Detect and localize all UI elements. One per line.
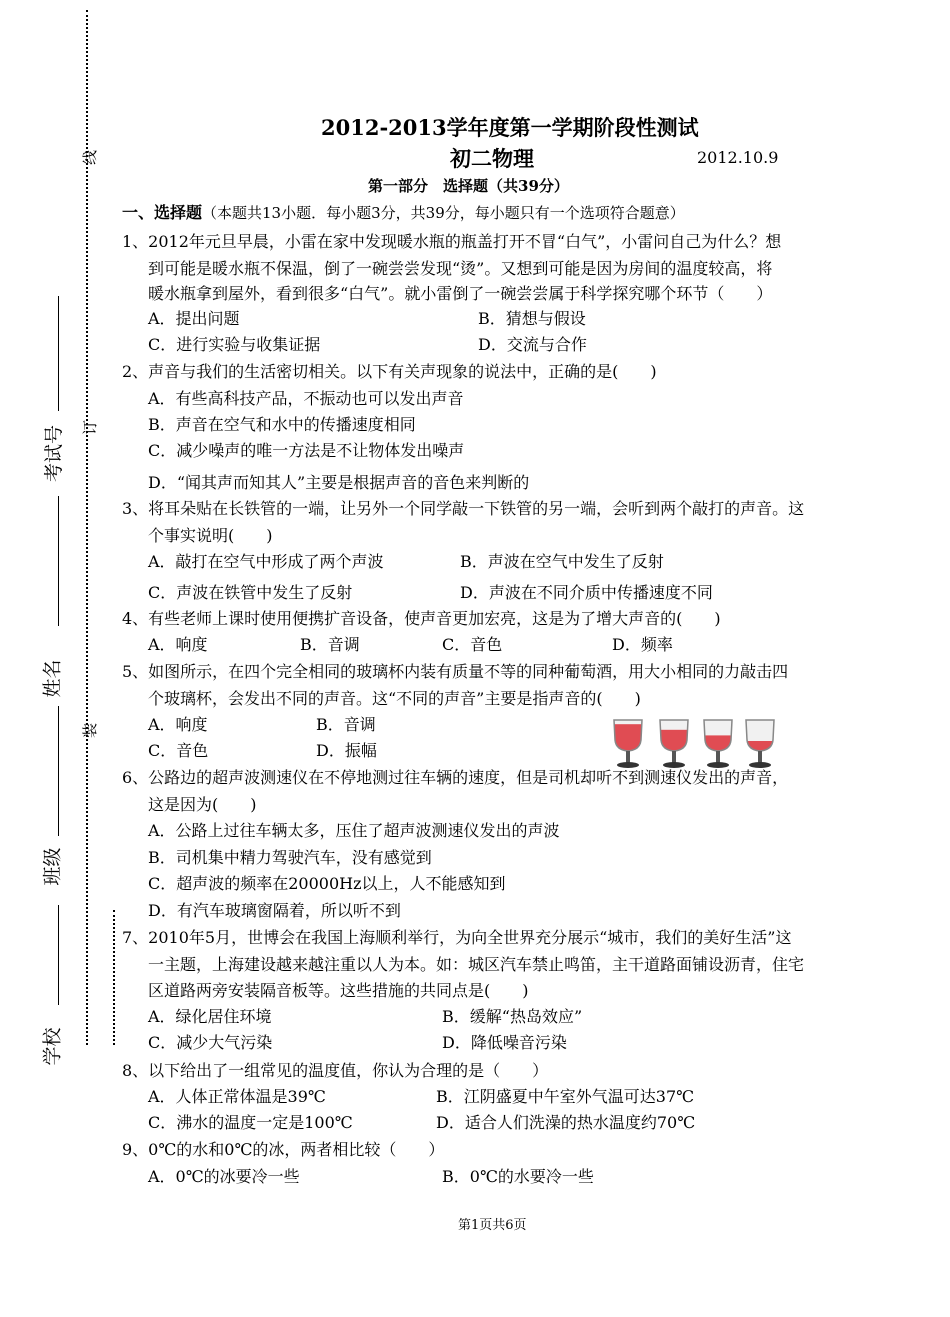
- question-2-option: C．减少噪声的唯一方法是不让物体发出噪声: [148, 441, 465, 460]
- subject-title: 初二物理: [450, 146, 534, 171]
- name-underline-top: [58, 496, 59, 626]
- question-4-option: D．频率: [612, 635, 673, 654]
- name-underline-bottom: [58, 706, 59, 836]
- question-7-option: B．缓解“热岛效应”: [442, 1007, 583, 1026]
- exam-no-label: 考试号: [43, 424, 66, 483]
- binding-xian: 线: [81, 149, 100, 166]
- part-heading: 第一部分 选择题（共39分）: [368, 177, 569, 195]
- question-5-option: A．响度: [148, 715, 208, 734]
- question-5-line: 个玻璃杯，会发出不同的声音。这“不同的声音”主要是指声音的( ): [148, 689, 641, 708]
- question-7-option: C．减少大气污染: [148, 1033, 273, 1052]
- glass-base: [749, 762, 771, 768]
- question-7-line: 区道路两旁安装隔音板等。这些措施的共同点是( ): [148, 981, 529, 1000]
- question-6-option: C．超声波的频率在20000Hz以上，人不能感知到: [148, 874, 506, 893]
- question-7-option: A．绿化居住环境: [148, 1007, 272, 1026]
- question-2-option: D．“闻其声而知其人”主要是根据声音的音色来判断的: [148, 473, 530, 492]
- question-1-line: 到可能是暖水瓶不保温，倒了一碗尝尝发现“烫”。又想到可能是因为房间的温度较高，将: [148, 259, 773, 278]
- class-label: 班级: [41, 847, 64, 886]
- wine-glass-icon: [740, 718, 780, 770]
- question-8-option: D．适合人们洗澡的热水温度约70℃: [436, 1113, 696, 1132]
- question-3-option: C．声波在铁管中发生了反射: [148, 583, 353, 602]
- wine-glass-icon: [608, 718, 648, 770]
- glass-bowl: [614, 720, 642, 751]
- exam-date: 2012.10.9: [697, 148, 779, 167]
- question-1-option: A．提出问题: [148, 309, 240, 328]
- question-4-option: C．音色: [442, 635, 503, 654]
- glass-bowl: [704, 720, 732, 751]
- question-9-option: A．0℃的冰要冷一些: [148, 1167, 300, 1186]
- binding-dotted-line-bottom: [113, 910, 115, 1045]
- question-8-line: 8、以下给出了一组常见的温度值，你认为合理的是（ ）: [122, 1061, 549, 1080]
- question-3-line: 3、将耳朵贴在长铁管的一端，让另外一个同学敲一下铁管的另一端，会听到两个敲打的声音。这: [122, 499, 805, 518]
- binding-dotted-line-top: [86, 10, 88, 1045]
- question-6-option: A．公路上过往车辆太多，压住了超声波测速仪发出的声波: [148, 821, 560, 840]
- question-5-option: D．振幅: [316, 741, 377, 760]
- question-3-option: D．声波在不同介质中传播速度不同: [460, 583, 713, 602]
- school-label: 学校: [41, 1027, 64, 1066]
- question-4-option: B．音调: [300, 635, 360, 654]
- name-label: 姓名: [41, 659, 64, 698]
- glass-bowl: [746, 720, 774, 751]
- question-3-option: B．声波在空气中发生了反射: [460, 552, 664, 571]
- section-heading: 一、选择题: [122, 203, 203, 222]
- question-6-line: 这是因为( ): [148, 795, 257, 814]
- question-3-option: A．敲打在空气中形成了两个声波: [148, 552, 384, 571]
- wine-glass-icon: [654, 718, 694, 770]
- question-1-option: D．交流与合作: [478, 335, 587, 354]
- section-heading-row: [122, 200, 685, 223]
- question-2-line: 2、声音与我们的生活密切相关。以下有关声现象的说法中，正确的是( ): [122, 362, 657, 381]
- glass-bowl: [660, 720, 688, 751]
- question-1-line: 1、2012年元旦早晨，小雷在家中发现暖水瓶的瓶盖打开不冒“白气”，小雷问自己为什么？想: [122, 232, 782, 251]
- question-4-option: A．响度: [148, 635, 208, 654]
- glass-base: [707, 762, 729, 768]
- question-5-option: C．音色: [148, 741, 209, 760]
- binding-ding: 订: [81, 419, 100, 436]
- question-2-option: A．有些高科技产品，不振动也可以发出声音: [148, 389, 464, 408]
- binding-zhuang: 装: [81, 722, 100, 739]
- exam-no-underline: [58, 296, 59, 411]
- glass-base: [663, 762, 685, 768]
- section-note: （本题共13小题．每小题3分，共39分，每小题只有一个选项符合题意）: [202, 204, 685, 222]
- question-9-option: B．0℃的水要冷一些: [442, 1167, 594, 1186]
- question-5-option: B．音调: [316, 715, 376, 734]
- question-7-option: D．降低噪音污染: [442, 1033, 567, 1052]
- class-underline: [58, 905, 59, 1005]
- wine-glass-icon: [698, 718, 738, 770]
- question-1-option: C．进行实验与收集证据: [148, 335, 321, 354]
- question-6-option: B．司机集中精力驾驶汽车，没有感觉到: [148, 848, 432, 867]
- glass-base: [617, 762, 639, 768]
- question-4-line: 4、有些老师上课时使用便携扩音设备，使声音更加宏亮，这是为了增大声音的( ): [122, 609, 721, 628]
- question-6-line: 6、公路边的超声波测速仪在不停地测过往车辆的速度，但是司机却听不到测速仪发出的声音，: [122, 768, 789, 787]
- question-8-option: B．江阴盛夏中午室外气温可达37℃: [436, 1087, 695, 1106]
- question-7-line: 一主题，上海建设越来越注重以人为本。如：城区汽车禁止鸣笛，主干道路面铺设沥青，住宅: [148, 955, 805, 974]
- question-1-line: 暖水瓶拿到屋外，看到很多“白气”。就小雷倒了一碗尝尝属于科学探究哪个环节（ ）: [148, 284, 773, 303]
- page-title: 2012-2013学年度第一学期阶段性测试: [321, 115, 699, 140]
- question-8-option: A．人体正常体温是39℃: [148, 1087, 326, 1106]
- question-8-option: C．沸水的温度一定是100℃: [148, 1113, 353, 1132]
- question-5-line: 5、如图所示，在四个完全相同的玻璃杯内装有质量不等的同种葡萄酒，用大小相同的力敲击四: [122, 662, 789, 681]
- question-2-option: B．声音在空气和水中的传播速度相同: [148, 415, 416, 434]
- question-1-option: B．猜想与假设: [478, 309, 586, 328]
- page-number: 第1页共6页: [458, 1218, 527, 1233]
- question-3-line: 个事实说明( ): [148, 526, 273, 545]
- question-9-line: 9、0℃的水和0℃的冰，两者相比较（ ）: [122, 1140, 445, 1159]
- question-6-option: D．有汽车玻璃窗隔着，所以听不到: [148, 901, 401, 920]
- question-7-line: 7、2010年5月，世博会在我国上海顺利举行，为向全世界充分展示“城市，我们的美好生活”这: [122, 928, 792, 947]
